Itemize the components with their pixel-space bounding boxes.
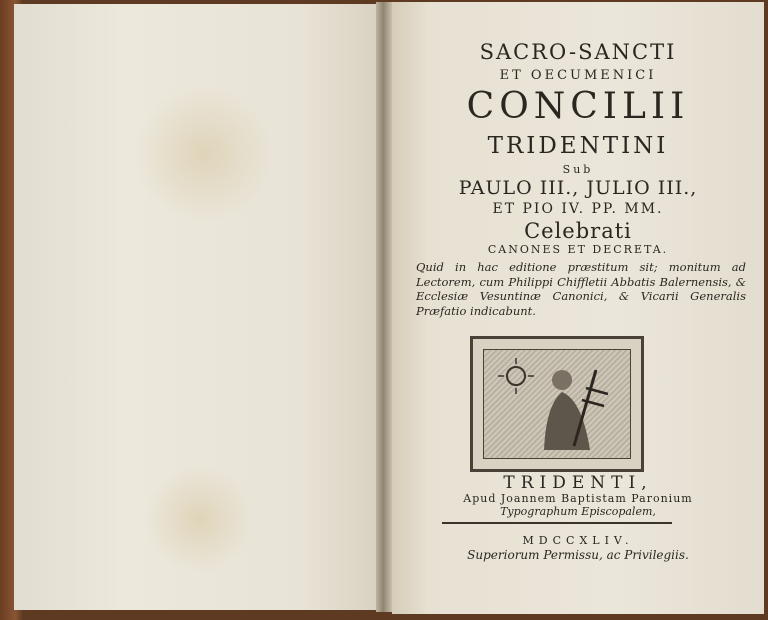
title-line-9: CANONES ET DECRETA.	[487, 243, 669, 256]
engraving-figure	[486, 350, 628, 454]
title-line-4: TRIDENTINI	[487, 133, 669, 159]
title-line-2: ET OECUMENICI	[499, 68, 657, 83]
title-line-8: Celebrati	[524, 219, 632, 243]
title-line-3: CONCILII	[466, 86, 690, 127]
title-line-5: Sub	[562, 163, 594, 176]
imprint-permission: Superiorum Permissu, ac Privilegiis.	[467, 548, 689, 562]
paper-stain	[144, 464, 254, 574]
engraved-vignette	[470, 336, 644, 472]
editorial-notice: Quid in hac editione præstitum sit; monitum ad Lectorem, cum Philippi Chiffletii Abbatis Balernensis, & Ecclesiæ Vesuntinæ Canonici, & Vicarii Generalis Præfatio indicabunt.	[416, 260, 746, 318]
title-line-7: ET PIO IV. PP. MM.	[492, 201, 664, 217]
imprint-place: TRIDENTI,	[503, 473, 653, 493]
title-page	[392, 2, 764, 614]
imprint-printer: Typographum Episcopalem,	[500, 505, 656, 518]
paper-stain	[134, 84, 274, 224]
divider-rule	[442, 522, 672, 524]
imprint-year: MDCCXLIV.	[522, 534, 634, 547]
title-line-1: SACRO-SANCTI	[479, 40, 677, 64]
left-blank-page	[14, 4, 377, 610]
imprint-publisher: Apud Joannem Baptistam Paronium	[463, 492, 693, 505]
title-line-6: PAULO III., JULIO III.,	[458, 177, 698, 199]
engraving-image	[483, 349, 631, 459]
book-gutter	[376, 2, 392, 612]
